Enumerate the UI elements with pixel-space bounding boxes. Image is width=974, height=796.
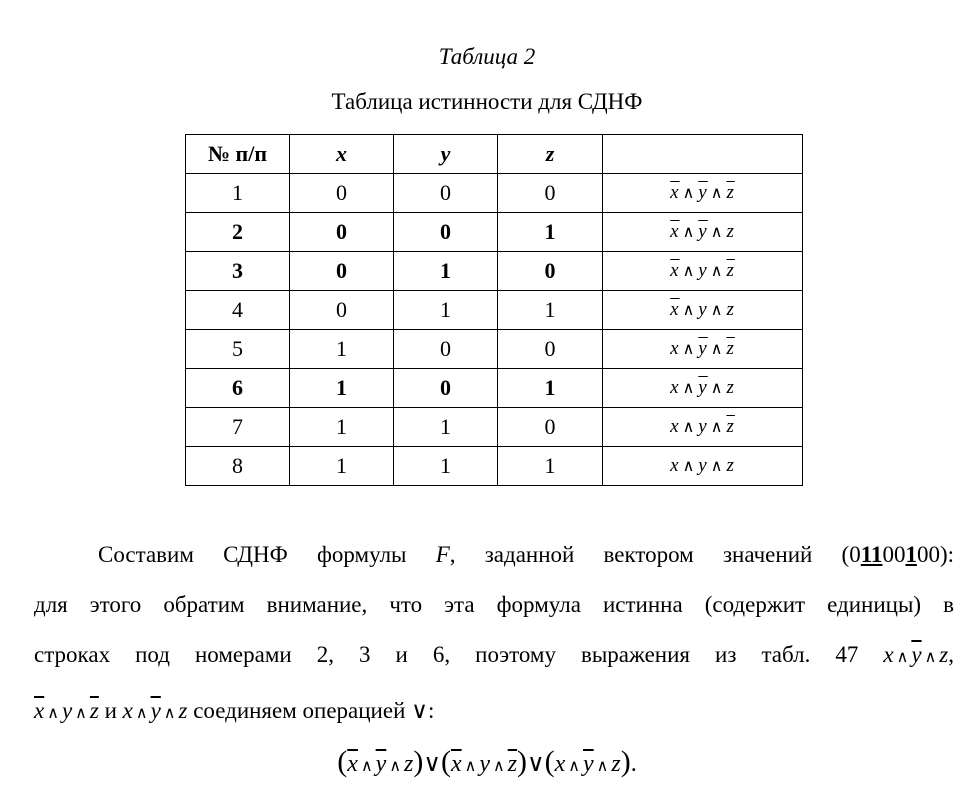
and-operator: ∧: [682, 458, 696, 475]
literal: $\overline{z}$: [726, 416, 735, 437]
and-operator: ∧: [710, 458, 724, 475]
table-row: [186, 174, 803, 213]
cell-n: 1: [186, 174, 290, 213]
cell-z: 1: [498, 369, 603, 408]
text-segment: Составим СДНФ формулы: [98, 542, 436, 567]
and-operator: ∧: [710, 341, 724, 358]
cell-y: 1: [394, 408, 498, 447]
cell-n: 4: [186, 291, 290, 330]
cell-y: 0: [394, 369, 498, 408]
and-operator: ∧: [710, 380, 724, 397]
cell-n: 2: [186, 213, 290, 252]
cell-x: 1: [290, 408, 394, 447]
cell-n: 3: [186, 252, 290, 291]
literal: $\overline{z}$: [726, 182, 735, 203]
literal: $\overline{x}$: [670, 299, 680, 320]
cell-minterm: [603, 291, 803, 330]
cell-minterm: [603, 213, 803, 252]
literal: x: [670, 416, 680, 437]
header-z: z: [498, 135, 603, 174]
literal: x: [670, 377, 680, 398]
cell-n: 7: [186, 408, 290, 447]
and-operator: ∧: [710, 419, 724, 436]
and-operator: ∧: [682, 224, 696, 241]
cell-n: 8: [186, 447, 290, 486]
vector-highlight: 1: [905, 542, 917, 567]
header-y: y: [394, 135, 498, 174]
cell-x: 1: [290, 369, 394, 408]
and-operator: ∧: [682, 341, 696, 358]
cell-z: 1: [498, 447, 603, 486]
literal: $\overline{y}$: [698, 221, 708, 242]
table-number: Таблица 2: [438, 44, 536, 69]
table-row: [186, 213, 803, 252]
and-operator: ∧: [682, 419, 696, 436]
cell-x: 1: [290, 330, 394, 369]
table-title: Таблица истинности для СДНФ: [331, 89, 643, 114]
text-segment: для этого обратим внимание, что эта формула истинна (содержит единицы) в: [34, 592, 954, 617]
cell-n: 5: [186, 330, 290, 369]
and-operator: ∧: [682, 380, 696, 397]
literal: z: [726, 299, 735, 320]
table-row: [186, 252, 803, 291]
literal: $\overline{x}$: [670, 221, 680, 242]
truth-table: [185, 134, 803, 486]
literal: y: [698, 260, 708, 281]
paragraph-line-4: [34, 686, 954, 739]
cell-z: 1: [498, 213, 603, 252]
and-operator: ∧: [682, 185, 696, 202]
literal: y: [698, 299, 708, 320]
header-x: x: [290, 135, 394, 174]
formula-name: F: [435, 542, 450, 567]
cell-y: 1: [394, 447, 498, 486]
literal: z: [726, 377, 735, 398]
paragraph-line-2: [34, 580, 954, 630]
literal: $\overline{z}$: [726, 338, 735, 359]
literal: x: [670, 338, 680, 359]
cell-x: 0: [290, 213, 394, 252]
and-operator: ∧: [682, 302, 696, 319]
cell-minterm: [603, 330, 803, 369]
cell-minterm: [603, 252, 803, 291]
cell-minterm: [603, 369, 803, 408]
and-operator: ∧: [710, 185, 724, 202]
literal: y: [698, 455, 708, 476]
cell-z: 0: [498, 330, 603, 369]
cell-x: 0: [290, 174, 394, 213]
cell-y: 1: [394, 252, 498, 291]
cell-minterm: [603, 408, 803, 447]
literal: $\overline{x}$: [670, 260, 680, 281]
literal: $\overline{z}$: [726, 260, 735, 281]
header-number: № п/п: [186, 135, 290, 174]
minterm-inline: x ∧ $\overline{y}$ ∧ z: [883, 642, 949, 667]
text-segment: 00):: [916, 542, 954, 567]
header-minterm: [603, 135, 803, 174]
paragraph-line-3: [34, 630, 954, 683]
table-row: [186, 447, 803, 486]
text-segment: строках под номерами 2, 3 и 6, поэтому выражения из табл. 47: [34, 642, 859, 667]
literal: x: [670, 455, 680, 476]
final-formula: ($\overline{x}$ ∧ $\overline{y}$ ∧ $z)\vee(\overline{x}$ ∧ y ∧ $\overline{z})\vee(x$ ∧ $\overline{y}$ ∧ z).: [337, 745, 637, 778]
cell-y: 0: [394, 213, 498, 252]
literal: $\overline{y}$: [698, 182, 708, 203]
text-segment: , заданной вектором значений (0: [449, 542, 861, 567]
table-row: [186, 369, 803, 408]
literal: $\overline{y}$: [698, 338, 708, 359]
literal: z: [726, 455, 735, 476]
cell-x: 0: [290, 252, 394, 291]
cell-z: 0: [498, 252, 603, 291]
table-header-row: [186, 135, 803, 174]
cell-z: 1: [498, 291, 603, 330]
text-segment: 00: [882, 542, 906, 567]
minterm-inline: x ∧ $\overline{y}$ ∧ z: [122, 698, 188, 723]
table-row: [186, 291, 803, 330]
literal: $\overline{y}$: [698, 377, 708, 398]
table-row: [186, 408, 803, 447]
cell-y: 0: [394, 330, 498, 369]
cell-x: 0: [290, 291, 394, 330]
text-segment: и: [104, 698, 117, 723]
cell-y: 1: [394, 291, 498, 330]
vector-highlight: 11: [860, 542, 883, 567]
table-body: [186, 174, 803, 486]
cell-y: 0: [394, 174, 498, 213]
literal: $\overline{x}$: [670, 182, 680, 203]
cell-z: 0: [498, 174, 603, 213]
literal: y: [698, 416, 708, 437]
table-row: [186, 330, 803, 369]
text-segment: ,: [948, 642, 954, 667]
and-operator: ∧: [710, 263, 724, 280]
and-operator: ∧: [682, 263, 696, 280]
literal: z: [726, 221, 735, 242]
cell-x: 1: [290, 447, 394, 486]
cell-minterm: [603, 174, 803, 213]
minterm-inline: $\overline{x}$ ∧ y ∧ $\overline{z}$: [34, 698, 99, 723]
cell-z: 0: [498, 408, 603, 447]
text-segment: соединяем операцией ∨:: [193, 698, 435, 723]
and-operator: ∧: [710, 302, 724, 319]
and-operator: ∧: [710, 224, 724, 241]
cell-n: 6: [186, 369, 290, 408]
cell-minterm: [603, 447, 803, 486]
paragraph-line-1: [34, 530, 954, 580]
